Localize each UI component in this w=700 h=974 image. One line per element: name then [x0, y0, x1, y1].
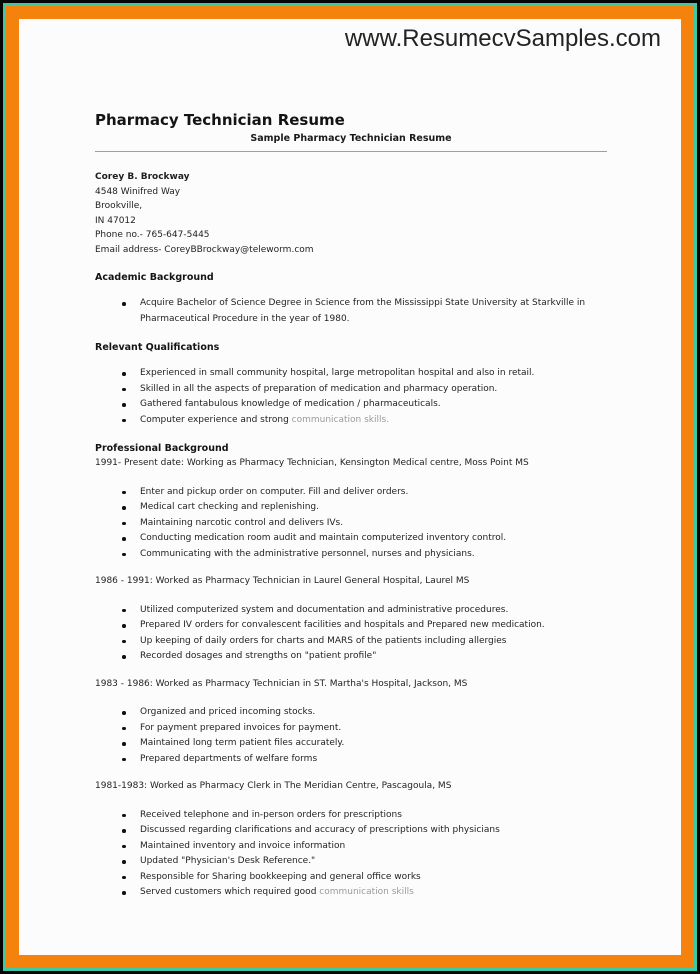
bullet-text: Discussed regarding clarifications and accuracy of prescriptions with physicians: [140, 825, 500, 835]
job2-bullet-list: [95, 603, 607, 665]
bullet-item: [95, 752, 607, 768]
bullet-text: Conducting medication room audit and maintain computerized inventory control.: [140, 533, 507, 543]
bullet-item: [95, 885, 607, 901]
bullet-item: [95, 854, 607, 870]
bullet-item: [95, 413, 607, 429]
bullet-text: Communicating with the administrative personnel, nurses and physicians.: [140, 548, 475, 559]
bullet-text: Utilized computerized system and documentation and administrative procedures.: [140, 604, 509, 615]
job-title-2: 1986 - 1991: Worked as Pharmacy Technician in Laurel General Hospital, Laurel MS: [95, 576, 470, 586]
bullet-item: [95, 366, 607, 382]
bullet-item: [95, 485, 607, 501]
bullet-item: [95, 823, 607, 839]
bullet-text: Received telephone and in-person orders for prescriptions: [140, 809, 402, 820]
bullet-item: [95, 296, 607, 327]
bullet-text: Served customers which required good: [140, 887, 320, 897]
contact-email: Email address- CoreyBBrockway@teleworm.com: [95, 244, 314, 255]
contact-address-line2: Brookville,: [95, 201, 143, 211]
bullet-item: [95, 618, 607, 634]
bullet-text: Organized and priced incoming stocks.: [140, 707, 316, 717]
bullet-text: Responsible for Sharing bookkeeping and general office works: [140, 871, 421, 882]
header-divider: [95, 151, 607, 152]
bullet-muted-text: communication skills.: [291, 414, 390, 425]
bullet-text: Prepared departments of welfare forms: [140, 753, 318, 764]
qualifications-bullet-list: [95, 366, 607, 428]
bullet-text: Skilled in all the aspects of preparation of medication and pharmacy operation.: [140, 383, 498, 394]
bullet-text: Experienced in small community hospital, large metropolitan hospital and also in retail.: [140, 368, 535, 378]
bullet-item: [95, 808, 607, 824]
bullet-text: Maintaining narcotic control and delivers IVs.: [140, 517, 344, 528]
page-subtitle: Sample Pharmacy Technician Resume: [250, 133, 452, 144]
bullet-item: [95, 397, 607, 413]
bullet-item: [95, 531, 607, 547]
bullet-item: [95, 547, 607, 563]
section-heading-academic: Academic Background: [95, 272, 214, 283]
bullet-text: Maintained long term patient files accurately.: [140, 738, 345, 748]
orange-border: [6, 6, 694, 968]
bullet-text: Updated "Physician's Desk Reference.": [140, 856, 316, 866]
bullet-text: For payment prepared invoices for payment.: [140, 722, 342, 733]
bullet-text: Gathered fantabulous knowledge of medication / pharmaceuticals.: [140, 399, 441, 409]
job-title-1: 1991- Present date: Working as Pharmacy Technician, Kensington Medical centre, Moss Point MS: [95, 458, 529, 468]
bullet-text: Enter and pickup order on computer. Fill and deliver orders.: [140, 486, 409, 497]
bullet-item: [95, 649, 607, 665]
bullet-item: [95, 736, 607, 752]
job4-bullet-list: [95, 808, 607, 901]
academic-bullet-list: [95, 296, 607, 327]
contact-address-line3: IN 47012: [95, 215, 136, 226]
bullet-muted-text: communication skills: [319, 887, 414, 897]
bullet-item: [95, 516, 607, 532]
contact-phone: Phone no.- 765-647-5445: [95, 230, 210, 240]
contact-block: [95, 170, 607, 257]
job3-bullet-list: [95, 705, 607, 767]
job1-bullet-list: [95, 485, 607, 563]
job-title-3: 1983 - 1986: Worked as Pharmacy Technician in ST. Martha's Hospital, Jackson, MS: [95, 678, 468, 689]
bullet-text: Maintained inventory and invoice information: [140, 840, 346, 851]
bullet-item: [95, 870, 607, 886]
contact-name: Corey B. Brockway: [95, 172, 190, 182]
bullet-item: [95, 500, 607, 516]
page-title: Pharmacy Technician Resume: [95, 111, 345, 129]
teal-border: [3, 3, 697, 971]
bullet-text: Recorded dosages and strengths on "patient profile": [140, 651, 377, 661]
bullet-text: Medical cart checking and replenishing.: [140, 502, 319, 512]
section-heading-qualifications: Relevant Qualifications: [95, 342, 220, 353]
bullet-item: [95, 721, 607, 737]
bullet-item: [95, 382, 607, 398]
bullet-text: Computer experience and strong: [140, 414, 292, 425]
bullet-item: [95, 634, 607, 650]
bullet-item: [95, 839, 607, 855]
site-watermark-url: www.ResumecvSamples.com: [344, 25, 661, 52]
section-heading-professional: Professional Background: [95, 443, 229, 454]
resume-page: [19, 19, 681, 955]
resume-content: [19, 111, 681, 901]
bullet-text: Up keeping of daily orders for charts and MARS of the patients including allergies: [140, 635, 507, 646]
bullet-item: [95, 705, 607, 721]
job-title-4: 1981-1983: Worked as Pharmacy Clerk in The Meridian Centre, Pascagoula, MS: [95, 781, 452, 791]
bullet-text: Acquire Bachelor of Science Degree in Science from the Mississippi State University at Starkville in Pharmaceutical Procedure in the year of 1980.: [140, 298, 586, 324]
bullet-item: [95, 603, 607, 619]
contact-address-line1: 4548 Winifred Way: [95, 186, 181, 197]
bullet-text: Prepared IV orders for convalescent facilities and hospitals and Prepared new medication.: [140, 620, 545, 630]
